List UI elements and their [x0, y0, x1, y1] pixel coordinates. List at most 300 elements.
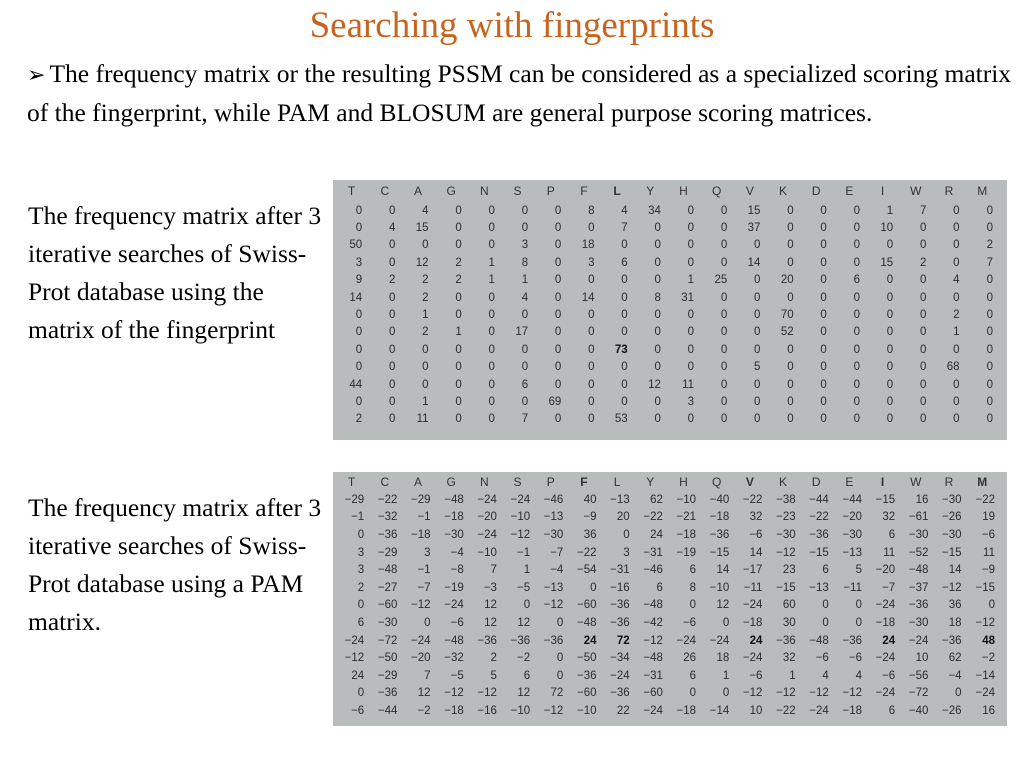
matrix-cell: 0 [554, 239, 562, 252]
matrix-cell: 0 [986, 204, 993, 217]
matrix-cell: 0 [787, 413, 794, 426]
matrix-header-row [335, 472, 999, 491]
matrix-cell: 0 [588, 222, 595, 235]
matrix-cell: −24 [676, 634, 697, 647]
matrix-cell: 3 [623, 546, 630, 559]
matrix-cell: 12 [415, 256, 429, 269]
matrix-cell: 0 [422, 239, 429, 252]
matrix-cell: 24 [882, 634, 896, 647]
matrix-column-header: I [880, 184, 885, 198]
matrix-cell: 0 [953, 378, 960, 391]
matrix-cell: 0 [588, 326, 595, 339]
matrix-row [335, 202, 999, 219]
matrix-cell: 14 [749, 546, 763, 559]
matrix-cell: 0 [621, 274, 628, 287]
matrix-cell: −12 [344, 652, 365, 665]
matrix-cell: 0 [787, 361, 794, 374]
matrix-cell: 52 [780, 326, 794, 339]
matrix-cell: 8 [689, 581, 697, 594]
matrix-cell: 0 [820, 274, 827, 287]
matrix-cell: 0 [986, 274, 993, 287]
matrix-cell: 0 [357, 599, 365, 612]
matrix-cell: −12 [510, 528, 531, 541]
matrix-cell: −44 [377, 704, 398, 717]
matrix-cell: 0 [422, 378, 429, 391]
matrix-cell: −14 [975, 669, 995, 682]
matrix-cell: 60 [782, 599, 796, 612]
matrix-cell: 72 [550, 687, 564, 700]
matrix-cell: 6 [621, 256, 628, 269]
matrix-cell: 3 [588, 256, 595, 269]
matrix-cell: −48 [643, 599, 663, 612]
matrix-cell: −3 [483, 581, 497, 594]
matrix-cell: 15 [415, 222, 429, 235]
matrix-cell: 0 [588, 343, 595, 356]
matrix-cell: 12 [484, 616, 497, 629]
matrix-cell: −72 [908, 687, 929, 700]
matrix-cell: −1 [517, 546, 531, 559]
matrix-cell: 0 [455, 291, 462, 304]
matrix-cell: −24 [742, 652, 763, 665]
matrix-cell: 14 [349, 291, 363, 304]
matrix-cell: 0 [787, 204, 794, 217]
matrix-cell: 0 [787, 395, 794, 408]
matrix-cell: 0 [488, 291, 495, 304]
matrix-column-header: V [745, 184, 754, 198]
matrix-cell: 2 [490, 652, 497, 665]
matrix-cell: 4 [822, 669, 829, 682]
matrix-cell: 0 [787, 239, 794, 252]
matrix-cell: 7 [490, 564, 497, 577]
matrix-cell: 19 [982, 511, 995, 524]
matrix-cell: 0 [720, 256, 728, 269]
matrix-cell: −24 [709, 634, 730, 647]
matrix-cell: −10 [676, 493, 697, 506]
matrix-column-header: N [480, 474, 489, 489]
matrix-cell: 0 [787, 291, 794, 304]
matrix-cell: 37 [747, 222, 761, 235]
matrix-cell: 12 [417, 687, 431, 700]
matrix-cell: 0 [488, 343, 495, 356]
matrix-cell: −48 [576, 616, 597, 629]
matrix-cell: 0 [822, 616, 829, 629]
matrix-cell: −24 [975, 687, 995, 700]
matrix-cell: 0 [853, 204, 860, 217]
matrix-row [335, 341, 999, 358]
matrix-cell: −13 [543, 511, 564, 524]
matrix-cell: 0 [820, 291, 827, 304]
matrix-cell: 0 [388, 343, 396, 356]
matrix-cell: 0 [521, 222, 529, 235]
matrix-row [335, 667, 999, 685]
matrix-cell: −2 [981, 652, 995, 665]
matrix-cell: 12 [648, 378, 661, 391]
matrix-column-header: T [347, 474, 356, 489]
matrix-table-fingerprint [335, 180, 999, 428]
matrix-cell: −46 [543, 493, 564, 506]
matrix-cell: 0 [687, 343, 695, 356]
matrix-row [335, 614, 999, 632]
matrix-cell: 0 [919, 378, 927, 391]
matrix-row [335, 561, 999, 579]
matrix-cell: −30 [776, 528, 796, 541]
matrix-cell: −15 [809, 546, 829, 559]
matrix-column-header: P [546, 184, 555, 198]
matrix-cell: −22 [975, 493, 995, 506]
matrix-cell: 1 [953, 326, 960, 339]
frequency-matrix-pam [333, 472, 1007, 726]
matrix-cell: −9 [981, 564, 995, 577]
matrix-cell: 0 [455, 222, 462, 235]
matrix-cell: 0 [554, 413, 562, 426]
matrix-cell: 0 [357, 687, 365, 700]
matrix-cell: −36 [610, 599, 630, 612]
matrix-cell: 7 [521, 413, 529, 426]
matrix-cell: 0 [455, 378, 462, 391]
matrix-cell: 0 [722, 687, 730, 700]
matrix-cell: −10 [510, 704, 531, 717]
matrix-cell: −1 [351, 511, 365, 524]
matrix-cell: −13 [543, 581, 564, 594]
matrix-cell: 0 [853, 413, 860, 426]
matrix-cell: 0 [689, 599, 697, 612]
matrix-cell: 0 [654, 222, 661, 235]
matrix-cell: −12 [543, 599, 564, 612]
matrix-cell: 24 [351, 669, 365, 682]
matrix-cell: 40 [583, 493, 597, 506]
matrix-cell: 53 [614, 413, 628, 426]
matrix-cell: 0 [787, 256, 794, 269]
matrix-cell: 0 [754, 326, 761, 339]
matrix-cell: −6 [749, 528, 763, 541]
matrix-cell: 15 [880, 256, 894, 269]
matrix-cell: 0 [986, 378, 993, 391]
matrix-cell: 0 [424, 616, 431, 629]
matrix-cell: −12 [776, 687, 796, 700]
matrix-cell: 0 [754, 274, 761, 287]
matrix-cell: 70 [780, 309, 794, 322]
matrix-cell: −38 [776, 493, 796, 506]
matrix-cell: 0 [754, 378, 761, 391]
matrix-cell: 0 [654, 309, 661, 322]
matrix-cell: 1 [521, 274, 529, 287]
matrix-cell: 0 [455, 204, 462, 217]
matrix-cell: 6 [689, 669, 697, 682]
matrix-column-header: S [513, 474, 522, 489]
matrix-cell: −60 [377, 599, 398, 612]
matrix-cell: 0 [986, 395, 993, 408]
matrix-cell: −36 [477, 634, 497, 647]
matrix-cell: 10 [749, 704, 763, 717]
matrix-cell: −30 [444, 528, 464, 541]
matrix-cell: 0 [521, 361, 529, 374]
matrix-cell: 0 [388, 204, 396, 217]
matrix-cell: 0 [953, 222, 960, 235]
matrix-cell: 0 [886, 413, 894, 426]
matrix-cell: 0 [621, 291, 628, 304]
matrix-cell: 0 [754, 395, 761, 408]
matrix-cell: 0 [919, 239, 927, 252]
matrix-cell: 7 [424, 669, 431, 682]
matrix-cell: 0 [588, 309, 595, 322]
matrix-cell: −24 [444, 599, 464, 612]
matrix-cell: −44 [842, 493, 862, 506]
matrix-cell: 1 [488, 274, 495, 287]
matrix-cell: 6 [822, 564, 829, 577]
matrix-cell: 0 [720, 361, 728, 374]
matrix-cell: 0 [986, 291, 993, 304]
matrix-cell: 0 [355, 309, 363, 322]
matrix-cell: −26 [942, 704, 962, 717]
matrix-cell: 0 [853, 361, 860, 374]
matrix-cell: 15 [747, 204, 761, 217]
matrix-cell: 0 [654, 239, 661, 252]
matrix-cell: 0 [621, 361, 628, 374]
matrix-cell: −20 [411, 652, 431, 665]
matrix-cell: 0 [953, 413, 960, 426]
matrix-cell: 0 [654, 274, 661, 287]
matrix-cell: 0 [986, 361, 993, 374]
matrix-cell: 2 [953, 309, 960, 322]
matrix-cell: −2 [517, 652, 531, 665]
matrix-cell: −18 [875, 616, 896, 629]
matrix-cell: 0 [787, 343, 794, 356]
matrix-cell: −2 [417, 704, 431, 717]
matrix-cell: −24 [875, 599, 896, 612]
matrix-cell: 0 [754, 309, 761, 322]
matrix-cell: 0 [488, 361, 495, 374]
matrix-row [335, 393, 999, 410]
matrix-cell: 12 [484, 599, 497, 612]
matrix-cell: −24 [510, 493, 531, 506]
matrix-cell: −22 [742, 493, 763, 506]
matrix-cell: 0 [556, 652, 564, 665]
matrix-cell: 0 [621, 326, 628, 339]
matrix-cell: −18 [742, 616, 763, 629]
matrix-cell: 0 [523, 599, 531, 612]
matrix-cell: 2 [422, 326, 429, 339]
matrix-cell: 0 [953, 291, 960, 304]
matrix-cell: −18 [444, 511, 464, 524]
matrix-row [335, 526, 999, 544]
matrix-column-header: S [513, 184, 522, 198]
matrix-cell: 8 [588, 204, 595, 217]
matrix-cell: 0 [720, 378, 728, 391]
matrix-cell: −22 [377, 493, 398, 506]
matrix-cell: 0 [521, 343, 529, 356]
matrix-cell: 6 [656, 581, 663, 594]
matrix-cell: 0 [720, 343, 728, 356]
matrix-cell: 6 [521, 378, 529, 391]
matrix-cell: 36 [948, 599, 962, 612]
matrix-cell: −48 [444, 493, 464, 506]
matrix-cell: −15 [709, 546, 730, 559]
matrix-cell: −36 [610, 616, 630, 629]
matrix-column-header: A [413, 184, 422, 198]
matrix-cell: 12 [716, 599, 730, 612]
matrix-column-header: G [446, 474, 456, 489]
matrix-cell: 0 [820, 361, 827, 374]
matrix-cell: −17 [742, 564, 763, 577]
matrix-cell: 0 [986, 309, 993, 322]
matrix-cell: 23 [782, 564, 796, 577]
matrix-cell: 18 [581, 239, 595, 252]
matrix-cell: −24 [742, 599, 763, 612]
matrix-column-header: K [779, 474, 788, 489]
matrix-cell: 0 [654, 395, 661, 408]
matrix-cell: −4 [948, 669, 962, 682]
matrix-cell: −60 [576, 687, 597, 700]
matrix-cell: 1 [789, 669, 796, 682]
matrix-cell: 0 [554, 204, 562, 217]
matrix-cell: −6 [848, 652, 862, 665]
matrix-cell: −12 [809, 687, 829, 700]
matrix-cell: 0 [754, 413, 761, 426]
matrix-cell: −60 [576, 599, 597, 612]
matrix-cell: 0 [820, 343, 827, 356]
matrix-cell: 2 [986, 239, 993, 252]
matrix-cell: −12 [444, 687, 464, 700]
matrix-cell: 0 [488, 378, 495, 391]
matrix-cell: 0 [422, 361, 429, 374]
matrix-cell: 2 [422, 291, 429, 304]
matrix-cell: 0 [422, 343, 429, 356]
matrix-cell: −36 [908, 599, 929, 612]
matrix-column-header: D [811, 184, 821, 198]
matrix-cell: 0 [853, 222, 860, 235]
matrix-cell: 6 [888, 704, 896, 717]
matrix-cell: −26 [942, 511, 962, 524]
matrix-cell: 6 [888, 528, 896, 541]
matrix-cell: −20 [875, 564, 896, 577]
matrix-cell: 2 [357, 581, 365, 594]
matrix-cell: 22 [616, 704, 630, 717]
matrix-cell: −13 [842, 546, 862, 559]
matrix-cell: 0 [488, 395, 495, 408]
matrix-cell: 11 [416, 413, 429, 426]
matrix-cell: 4 [422, 204, 429, 217]
matrix-cell: −36 [942, 634, 962, 647]
matrix-column-header: H [679, 184, 688, 198]
matrix-cell: 0 [654, 343, 661, 356]
matrix-cell: 62 [948, 652, 962, 665]
matrix-cell: −10 [576, 704, 597, 717]
matrix-column-header: F [580, 184, 588, 198]
matrix-cell: 0 [720, 413, 728, 426]
matrix-cell: 0 [720, 309, 728, 322]
matrix-cell: 0 [855, 599, 862, 612]
matrix-cell: 18 [716, 652, 730, 665]
matrix-cell: 0 [919, 222, 927, 235]
matrix-cell: 0 [388, 326, 396, 339]
matrix-cell: 0 [822, 599, 829, 612]
matrix-cell: −15 [975, 581, 995, 594]
matrix-cell: 0 [919, 413, 927, 426]
matrix-cell: 3 [357, 546, 365, 559]
matrix-cell: −10 [477, 546, 497, 559]
caption-pam-matrix: The frequency matrix after 3 iterative searches of Swiss-Prot database using a PAM matrix. [28, 493, 322, 636]
matrix-cell: −24 [610, 669, 630, 682]
matrix-cell: 0 [720, 204, 728, 217]
matrix-cell: 0 [853, 256, 860, 269]
matrix-cell: −12 [842, 687, 862, 700]
matrix-cell: −24 [477, 528, 497, 541]
matrix-column-header: I [880, 474, 885, 489]
matrix-cell: 0 [720, 239, 728, 252]
matrix-cell: −5 [450, 669, 464, 682]
matrix-cell: −11 [743, 581, 763, 594]
matrix-cell: 3 [357, 564, 365, 577]
matrix-cell: −18 [676, 528, 697, 541]
matrix-cell: 0 [720, 222, 728, 235]
matrix-cell: 72 [616, 634, 630, 647]
matrix-cell: 0 [623, 528, 630, 541]
matrix-cell: 0 [455, 395, 462, 408]
matrix-cell: 0 [853, 291, 860, 304]
matrix-cell: 0 [687, 413, 695, 426]
matrix-cell: 0 [455, 361, 462, 374]
matrix-column-header: R [944, 184, 954, 198]
matrix-cell: 0 [886, 378, 894, 391]
matrix-cell: 31 [681, 291, 695, 304]
matrix-cell: 0 [588, 395, 595, 408]
matrix-cell: 50 [349, 239, 363, 252]
matrix-cell: −11 [843, 581, 862, 594]
matrix-cell: −14 [709, 704, 730, 717]
matrix-cell: −18 [842, 704, 862, 717]
matrix-cell: 0 [488, 222, 495, 235]
matrix-cell: −36 [610, 687, 630, 700]
matrix-cell: 16 [915, 493, 929, 506]
arrow-bullet-icon: ➢ [27, 62, 46, 87]
matrix-cell: −7 [882, 581, 896, 594]
matrix-cell: −9 [583, 511, 597, 524]
matrix-cell: 1 [488, 256, 495, 269]
matrix-column-header: E [845, 474, 854, 489]
matrix-cell: 0 [853, 378, 860, 391]
matrix-cell: −19 [676, 546, 697, 559]
matrix-column-header: C [380, 474, 390, 489]
matrix-cell: 11 [883, 546, 896, 559]
matrix-cell: −36 [377, 687, 398, 700]
matrix-cell: 0 [388, 291, 396, 304]
matrix-cell: 48 [982, 634, 995, 647]
matrix-cell: 0 [986, 413, 993, 426]
matrix-cell: 62 [650, 493, 663, 506]
matrix-cell: 0 [455, 343, 462, 356]
matrix-cell: 6 [357, 616, 365, 629]
matrix-cell: 1 [455, 326, 462, 339]
matrix-cell: −40 [908, 704, 929, 717]
matrix-cell: 1 [687, 274, 695, 287]
matrix-cell: −36 [543, 634, 564, 647]
matrix-cell: −24 [344, 634, 365, 647]
matrix-cell: 17 [515, 326, 529, 339]
matrix-cell: 3 [687, 395, 695, 408]
matrix-cell: −36 [510, 634, 531, 647]
matrix-cell: 0 [488, 309, 495, 322]
matrix-column-header: Y [646, 474, 655, 489]
matrix-cell: −13 [610, 493, 630, 506]
matrix-cell: 0 [820, 239, 827, 252]
matrix-cell: −42 [643, 616, 663, 629]
matrix-cell: 0 [919, 274, 927, 287]
matrix-cell: 2 [455, 256, 462, 269]
matrix-cell: −4 [450, 546, 464, 559]
matrix-cell: 0 [919, 343, 927, 356]
matrix-cell: −15 [776, 581, 796, 594]
matrix-cell: 10 [880, 222, 894, 235]
